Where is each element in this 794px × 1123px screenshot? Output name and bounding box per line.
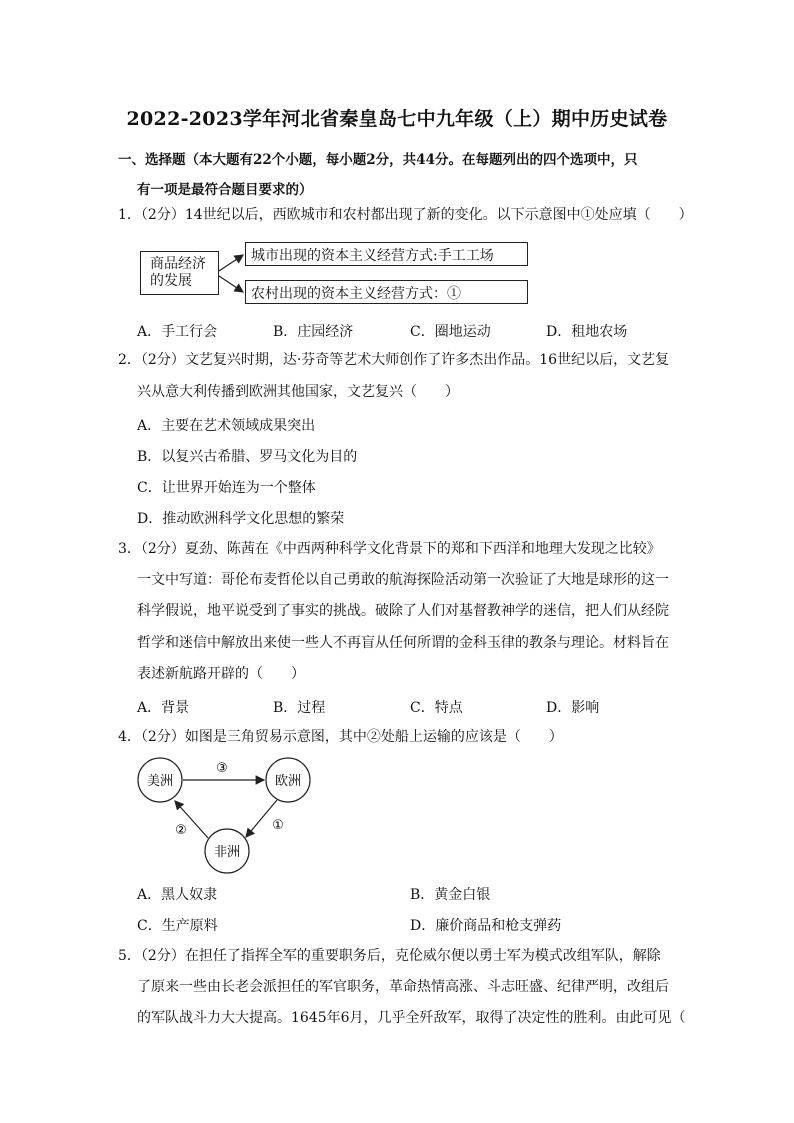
q2-option-b[interactable]: B．以复兴古希腊、罗马文化为目的 <box>137 449 358 465</box>
q1-option-c[interactable]: C．圈地运动 <box>410 324 491 340</box>
q3-option-c[interactable]: C．特点 <box>410 700 463 716</box>
question-3-line5: 表述新航路开辟的（ ） <box>137 666 305 682</box>
mark-1: ① <box>272 818 284 833</box>
q1-diagram-countryside-box: 农村出现的资本主义经营方式：① <box>245 280 528 304</box>
node-america-label: 美洲 <box>146 774 174 789</box>
mark-3: ③ <box>216 761 228 776</box>
page-title: 2022-2023学年河北省秦皇岛七中九年级（上）期中历史试卷 <box>126 108 668 130</box>
q4-option-b[interactable]: B．黄金白银 <box>410 887 491 903</box>
q3-option-a[interactable]: A．背景 <box>137 700 190 716</box>
arrow-to-countryside <box>219 276 243 292</box>
question-3-line4: 哲学和迷信中解放出来使一些人不再盲从任何所谓的金科玉律的教条与理论。材料旨在 <box>137 635 669 651</box>
question-1-stem: 1．（2分）14世纪以后，西欧城市和农村都出现了新的变化。以下示意图中①处应填（ ） <box>118 207 693 223</box>
node-africa-label: 非洲 <box>213 845 241 860</box>
question-3-line1: 3．（2分）夏劲、陈茜在《中西两种科学文化背景下的郑和下西洋和地理大发现之比较》 <box>118 541 661 557</box>
q4-option-a[interactable]: A．黑人奴隶 <box>137 887 218 903</box>
mark-2: ② <box>175 823 187 838</box>
q1-option-b[interactable]: B．庄园经济 <box>273 324 354 340</box>
question-2-line1: 2．（2分）文艺复兴时期，达·芬奇等艺术大师创作了许多杰出作品。16世纪以后，文艺复 <box>118 352 670 368</box>
q1-option-a[interactable]: A．手工行会 <box>137 324 218 340</box>
q2-option-a[interactable]: A．主要在艺术领域成果突出 <box>137 418 316 434</box>
q1-diagram-source-line1: 商品经济 <box>150 256 206 272</box>
question-5-line2: 了原来一些由长老会派担任的军官职务，革命热情高涨、斗志旺盛、纪律严明，改组后 <box>137 979 669 995</box>
question-3-line3: 科学假说，地平说受到了事实的挑战。破除了人们对基督教神学的迷信，把人们从经院 <box>137 603 669 619</box>
q3-option-d[interactable]: D．影响 <box>546 700 600 716</box>
question-4-stem: 4．（2分）如图是三角贸易示意图，其中②处船上运输的应该是（ ） <box>118 729 563 745</box>
question-2-line2: 兴从意大利传播到欧洲其他国家，文艺复兴（ ） <box>137 384 459 400</box>
q1-diagram-arrows <box>0 0 794 400</box>
question-5-line3: 的军队战斗力大大提高。1645年6月，几乎全歼敌军，取得了决定性的胜利。由此可见（ <box>137 1010 686 1026</box>
q3-option-b[interactable]: B．过程 <box>273 700 326 716</box>
q4-triangle-trade-diagram <box>130 755 330 875</box>
section-header-line1: 一、选择题（本大题有22个小题，每小题2分，共44分。在每题列出的四个选项中，只 <box>118 152 638 168</box>
arrow-to-city <box>219 255 243 271</box>
q1-option-d[interactable]: D．租地农场 <box>546 324 628 340</box>
q1-diagram-city-box: 城市出现的资本主义经营方式:手工工场 <box>245 242 528 266</box>
node-europe-label: 欧洲 <box>274 774 302 789</box>
question-5-line1: 5．（2分）在担任了指挥全军的重要职务后，克伦威尔便以勇士军为模式改组军队，解除 <box>118 948 661 964</box>
q4-option-c[interactable]: C．生产原料 <box>137 918 218 934</box>
q1-diagram-source-line2: 的发展 <box>150 273 192 289</box>
question-3-line2: 一文中写道：哥伦布麦哲伦以自己勇敢的航海探险活动第一次验证了大地是球形的这一 <box>137 572 669 588</box>
q2-option-d[interactable]: D．推动欧洲科学文化思想的繁荣 <box>137 511 345 527</box>
q2-option-c[interactable]: C．让世界开始连为一个整体 <box>137 480 316 496</box>
section-header-line2: 有一项是最符合题目要求的） <box>137 182 313 198</box>
q4-option-d[interactable]: D．廉价商品和枪支弹药 <box>410 918 562 934</box>
